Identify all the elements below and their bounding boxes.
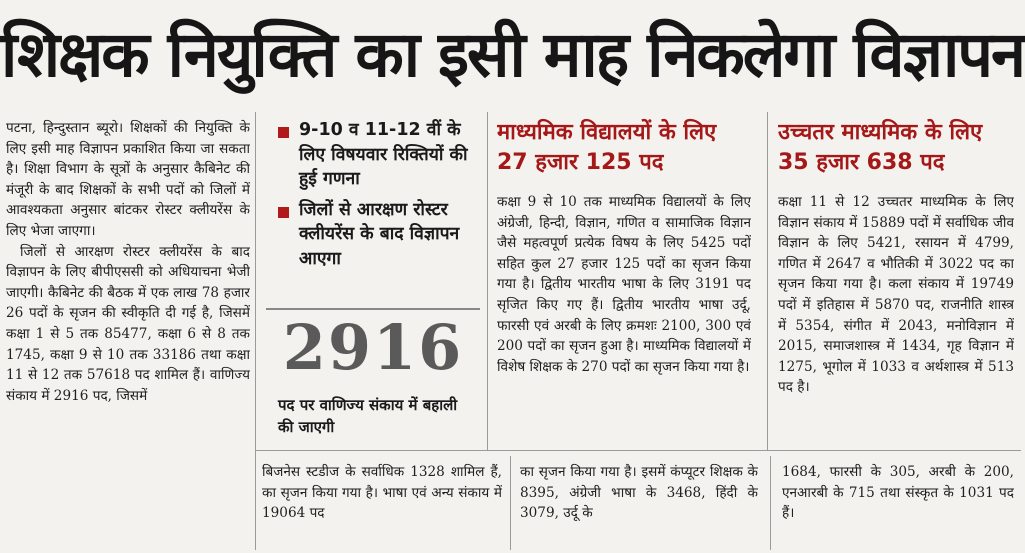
highlight-item [278, 118, 478, 192]
big-number-box [266, 308, 480, 451]
continuation-text: का सृजन किया गया है। इसमें कंप्यूटर शिक्षक के 8395, अंग्रेजी भाषा के 3468, हिंदी के 3079, उर्दू के [520, 464, 758, 522]
section-subtitle: 35 हजार 638 पद [778, 150, 945, 175]
secondary-schools-section [497, 118, 751, 448]
column-divider [487, 112, 488, 450]
section-body: कक्षा 9 से 10 तक माध्यमिक विद्यालयों के लिए अंग्रेजी, हिन्दी, विज्ञान, गणित व सामाजिक विज्ञान जैसे महत्वपूर्ण प्रत्येक विषय के लिए 5425 पदों सहित कुल 27 हजार 125 पदों का सृजन किया गया है। द्वितीय भारतीय भाषा के लिए 3191 पद सृजित किए गए हैं। द्वितीय भारतीय भाषा उर्दू, फारसी एवं अरबी के लिए क्रमशः 2100, 300 एवं 200 पदों का सृजन हुआ है। माध्यमिक विद्यालयों में विशेष शिक्षक के 270 पदों का सृजन किया गया है। [497, 194, 751, 375]
left-article-column [6, 118, 250, 548]
section-body: कक्षा 11 से 12 उच्चतर माध्यमिक के लिए विज्ञान संकाय में 15889 पदों में सर्वाधिक जीव विज्ञान के लिए 5421, रसायन में 4799, गणित में 2647 व भौतिकी में 3022 पद का सृजन किया गया है। कला संकाय में 19749 पदों में इतिहास में 5870 पद, राजनीति शास्त्र में 5354, संगीत में 2043, मनोविज्ञान में 2015, समाजशास्त्र में 1434, गृह विज्ञान में 1275, भूगोल में 1033 व अर्थशास्त्र में 513 पद है। [778, 194, 1014, 396]
square-bullet-icon [278, 127, 289, 138]
body-paragraph: जिलों से आरक्षण रोस्टर क्लीयरेंस के बाद विज्ञापन के लिए बीपीएससी को अधियाचना भेजी जाएगी। कैबिनेट की बैठक में एक लाख 78 हजार 26 पदों के सृजन की स्वीकृति दी गई है, जिसमें कक्षा 1 से 5 तक 85477, कक्षा 6 से 8 तक 1745, कक्षा 9 से 10 तक 33186 तथा कक्षा 11 से 12 तक 57618 पद शामिल हैं। वाणिज्य संकाय में 2916 पद, जिसमें [6, 243, 250, 404]
big-number: 2916 [282, 311, 464, 384]
highlight-text: जिलों से आरक्षण रोस्टर क्लीयरेंस के बाद विज्ञापन आएगा [299, 199, 460, 269]
headline: शिक्षक नियुक्ति का इसी माह निकलेगा विज्ञापन [0, 18, 1025, 91]
section-title: उच्चतर माध्यमिक के लिए [778, 120, 983, 145]
continuation-text: बिजनेस स्टडीज के सर्वाधिक 1328 शामिल हैं, का सृजन किया गया है। भाषा एवं अन्य संकाय में 19064 पद [262, 464, 502, 522]
section-title: माध्यमिक विद्यालयों के लिए [497, 120, 717, 145]
square-bullet-icon [278, 207, 289, 218]
higher-secondary-section [778, 118, 1014, 448]
continuation-text: 1684, फारसी के 305, अरबी के 200, एनआरबी के 715 तथा संस्कृत के 1031 पद हैं। [782, 464, 1014, 522]
column-divider [255, 112, 256, 550]
horizontal-divider [255, 450, 1021, 451]
highlight-item [278, 198, 478, 272]
intro-paragraph: पटना, हिन्दुस्तान ब्यूरो। शिक्षकों की नियुक्ति के लिए इसी माह विज्ञापन प्रकाशित किया जा सकता है। शिक्षा विभाग के सूत्रों के अनुसार कैबिनेट की मंजूरी के बाद शिक्षकों के सभी पदों को जिलों में आवश्यकता अनुसार बांटकर रोस्टर क्लीयरेंस के लिए भेजा जाएगा। [6, 120, 250, 239]
column-divider [510, 456, 511, 550]
highlight-text: 9-10 व 11-12 वीं के लिए विषयवार रिक्तियों की हुई गणना [299, 120, 468, 189]
big-number-caption: पद पर वाणिज्य संकाय में बहाली की जाएगी [278, 396, 458, 436]
column-divider [767, 112, 768, 450]
highlights-box [268, 112, 478, 302]
section-subtitle: 27 हजार 125 पद [497, 150, 664, 175]
column-divider [770, 456, 771, 550]
